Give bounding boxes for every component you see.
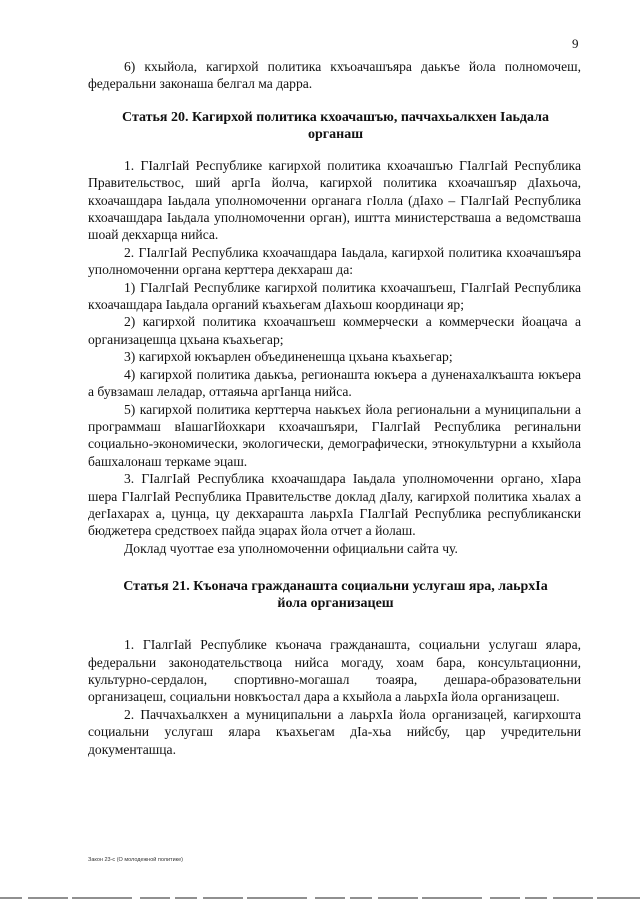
document-body bbox=[88, 58, 581, 758]
page-number: 9 bbox=[572, 36, 579, 51]
article-20-heading: Статья 20. Кагирхой политика кхоачашъю, паччахьалкхен Iаьдала органаш bbox=[122, 109, 549, 142]
paragraph: 3) кагирхой юкъарлен объединенешца цхьана къахьегар; bbox=[124, 349, 453, 365]
paragraph: 1. ГIалгIай Республике къонача гражданашта, социальни услугаш ялара, федеральни законодательствоца нийса могаду, хоам бара, консультационни, культурно-сердалон, спортивно-могашал тоаяра, дешара-образовательни организацеш, социальни новкъостал дара а кхыйола а лаьрхIа йола организацеш. bbox=[88, 637, 581, 705]
paragraph: 6) кхыйола, кагирхой политика кхъоачашъяра даькъе йола полномочеш, федеральни законаша белгал ма дарра. bbox=[88, 59, 581, 92]
paragraph: 1) ГIалгIай Республике кагирхой политика кхоачашъеш, ГIалгIай Республика кхоачашдара Iаьдала органий къахьегам дIахьош координаци яр; bbox=[88, 279, 581, 313]
paragraph: 4) кагирхой политика даькъа, регионашта юкъера а дуненахалкъашта юкъера а бувзамаш леладар, оттаяьча аргIанца нийса. bbox=[88, 366, 581, 400]
paragraph: 5) кагирхой политика керттерча наькъех йола региональни а муниципальни а программаш вIашагIйохкари кхоачашъяри, ГIалгIай Республика регинальни социально-экономически, экологически, демографически, этнокультурни а кхыйола башхалонаш теркаме эцаш. bbox=[88, 401, 581, 469]
footer-note: Закон 23-с (О молодежной политике) bbox=[88, 857, 183, 863]
paragraph: 2. Паччахьалкхен а муниципальни а лаьрхIа йола организацей, кагирхошта социальни услугаш ялара къахьегам дIа-хьа нийсбу, цар учредительни документашца. bbox=[88, 706, 581, 757]
paragraph: 1. ГIалгIай Республике кагирхой политика кхоачашъю ГIалгIай Республика Правительствос, ший аргIа йолча, кагирхой политика кхоачашъяр дIахьоча, кхоачашдара Iаьдала уполномоченни органага гIолла (дIахо – ГIалгIай Республика кхоачашдара Iаьдала уполномоченни орган), иштта министерстваша а ведомстваша шоай декхарща нийса. bbox=[88, 157, 581, 243]
paragraph: 2) кагирхой политика кхоачашъеш коммерчески а коммерчески йоацача а организацешца цхьана къахьегар; bbox=[88, 314, 581, 347]
scan-edge-line bbox=[0, 896, 640, 900]
paragraph: Доклад чуоттае еза уполномоченни официальни сайта чу. bbox=[124, 540, 458, 556]
article-21-heading: Статья 21. Къоначa гражданашта социальни услугаш яра, лаьрхIа йола организацеш bbox=[123, 579, 548, 612]
paragraph: 3. ГIалгIай Республика кхоачашдара Iаьдала уполномоченни органо, хIара шера ГIалгIай Республика Правительстве доклад дIалу, кагирхой политика хьалах а дегIахарах а, цунца, цу декхарашта лаьрхIа ГIалгIай Республика республикански бюджетера средствоех пайда эцарах йола отчет а йолаш. bbox=[88, 471, 581, 539]
paragraph: 2. ГIалгIай Республика кхоачашдара Iаьдала, кагирхой политика кхоачашъяра уполномоченни органа керттера декхараш да: bbox=[88, 244, 581, 278]
